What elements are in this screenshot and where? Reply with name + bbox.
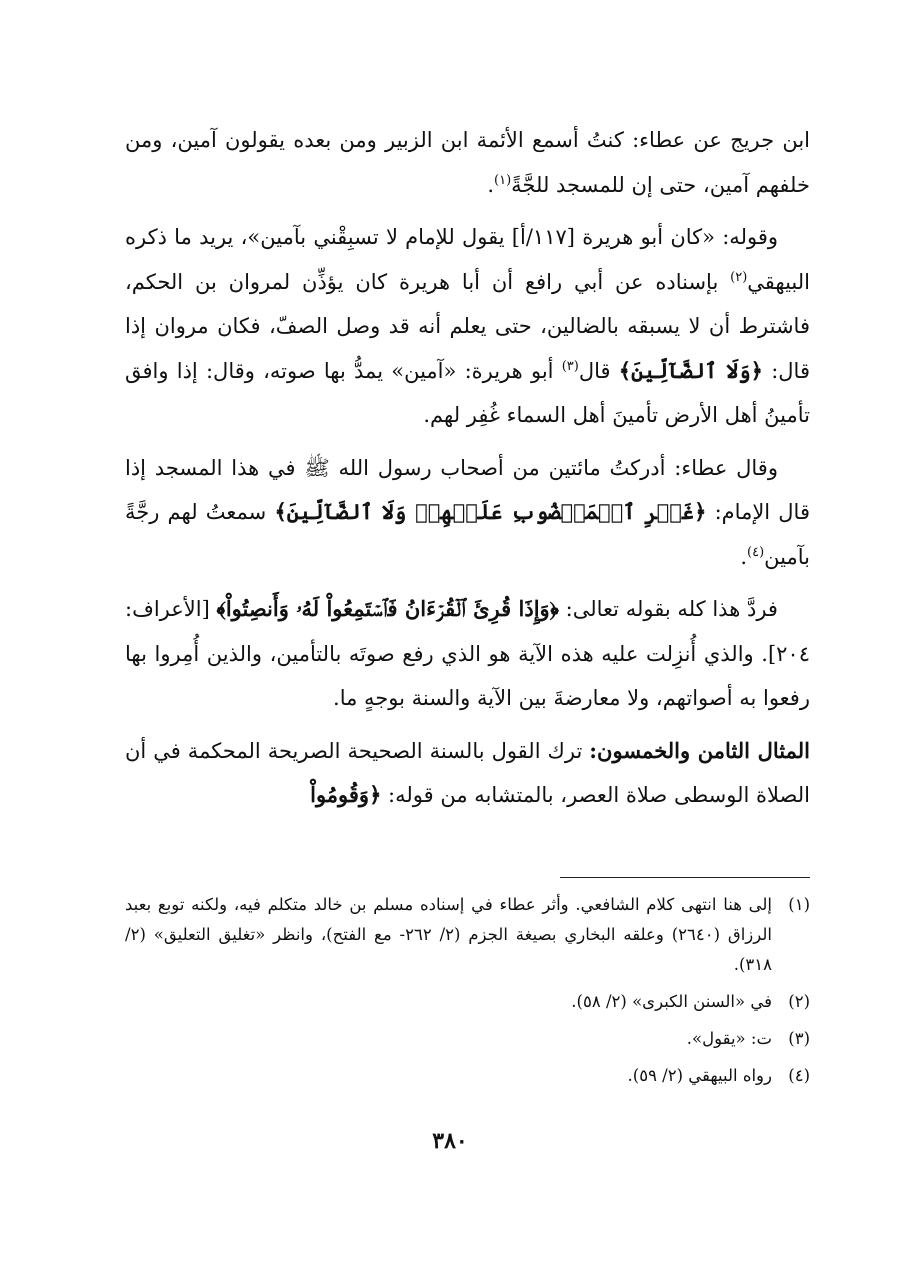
paragraph-5 [125,729,810,818]
footnote-1 [125,890,810,980]
page-number: ٣٨٠ [432,1128,468,1154]
footnote-1-text: إلى هنا انتهى كلام الشافعي. وأثر عطاء في إسناده مسلم بن خالد متكلم فيه، ولكنه توبع بعبد الرزاق (٢٦٤٠) وعلقه البخاري بصيغة الجزم (٢/ ٢٦٢- مع الفتح)، وانظر «تغليق التعليق» (٢/ ٣١٨). [125,895,772,974]
quran-verse-4: ﴿وَقُومُواْ [310,782,382,807]
footnote-2-number: (٢) [788,992,810,1011]
footnote-1-number: (١) [788,895,810,914]
paragraph-4 [125,587,810,721]
footnotes [125,890,810,1098]
paragraph-5-text: ترك القول بالسنة الصحيحة الصريحة المحكمة في أن الصلاة الوسطى صلاة العصر، بالمتشابه من قوله: [125,738,810,807]
paragraph-1-text: ابن جريج عن عطاء: كنتُ أسمع الأئمة ابن الزبير ومن بعده يقولون آمين، ومن خلفهم آمين، حتى إن للمسجد للجَّةً [125,128,810,197]
footnote-ref-2[interactable]: (٢) [730,269,748,285]
footnote-4-number: (٤) [788,1066,810,1085]
paragraph-2 [125,215,810,438]
footnote-4-text: رواه البيهقي (٢/ ٥٩). [627,1066,772,1085]
quran-verse-3: ﴿وَإِذَا قُرِئَ ٱلۡقُرۡءَانُ فَٱسۡتَمِعُواْ لَهُۥ وَأَنصِتُواْ﴾ [216,596,559,621]
footnote-3-text: ت: «يقول». [686,1029,772,1048]
footnote-4 [125,1061,810,1091]
paragraph-3-text-a: وقال عطاء: أدركتُ مائتين من أصحاب رسول الله ﷺ في هذا المسجد إذا قال الإمام: [125,455,810,524]
paragraph-2-text-b: بإسناده عن أبي رافع أن أبا هريرة كان يؤذِّن لمروان بن الحكم، فاشترط أن لا يسبقه بالضالين، حتى يعلم أنه قد وصل الصفّ، فكان مروان إذا قال: [125,269,810,383]
paragraph-4-text-a: فردَّ هذا كله بقوله تعالى: [558,597,778,621]
paragraph-2-text-a: وقوله: «كان أبو هريرة [١١٧/أ] يقول للإمام لا تسبِقْني بآمين»، يريد ما ذكره البيهقي [125,225,810,294]
paragraph-3-text-b: سمعتُ لهم رجَّةً بآمين [125,500,810,569]
footnote-divider [560,877,810,878]
quran-verse-1: ﴿وَلَا ٱلضَّآلِّينَ﴾ [618,357,763,383]
paragraph-4-text-b: [الأعراف: ٢٠٤]. والذي أُنزِلت عليه هذه الآية هو الذي رفع صوتَه بالتأمين، والذين أُمِروا بها رفعوا به أصواتهم، ولا معارضةَ بين الآية والسنة بوجهٍ ما. [125,597,810,710]
footnote-3 [125,1024,810,1054]
paragraph-1-end: . [487,172,495,197]
paragraph-2-text-d: أبو هريرة: «آمين» يمدُّ بها صوته، وقال: إذا وافق تأمينُ أهل الأرض تأمينَ أهل السماء غُفِر لهم. [125,358,810,427]
footnote-2-text: في «السنن الكبرى» (٢/ ٥٨). [571,992,772,1011]
paragraph-1 [125,118,810,207]
main-text [125,118,810,826]
paragraph-2-text-c: قال [578,358,619,383]
footnote-2 [125,987,810,1017]
section-heading: المثال الثامن والخمسون: [589,737,810,763]
footnote-ref-3[interactable]: (٣) [561,358,579,374]
footnote-ref-1[interactable]: (١) [494,172,512,188]
paragraph-3 [125,446,810,580]
paragraph-3-end: . [740,544,748,569]
footnote-ref-4[interactable]: (٤) [747,544,765,560]
quran-verse-2: ﴿غَيۡرِ ٱلۡمَغۡضُوبِ عَلَيۡهِمۡ وَلَا ٱلضَّآلِّينَ﴾ [274,499,707,524]
footnote-3-number: (٣) [788,1029,810,1048]
